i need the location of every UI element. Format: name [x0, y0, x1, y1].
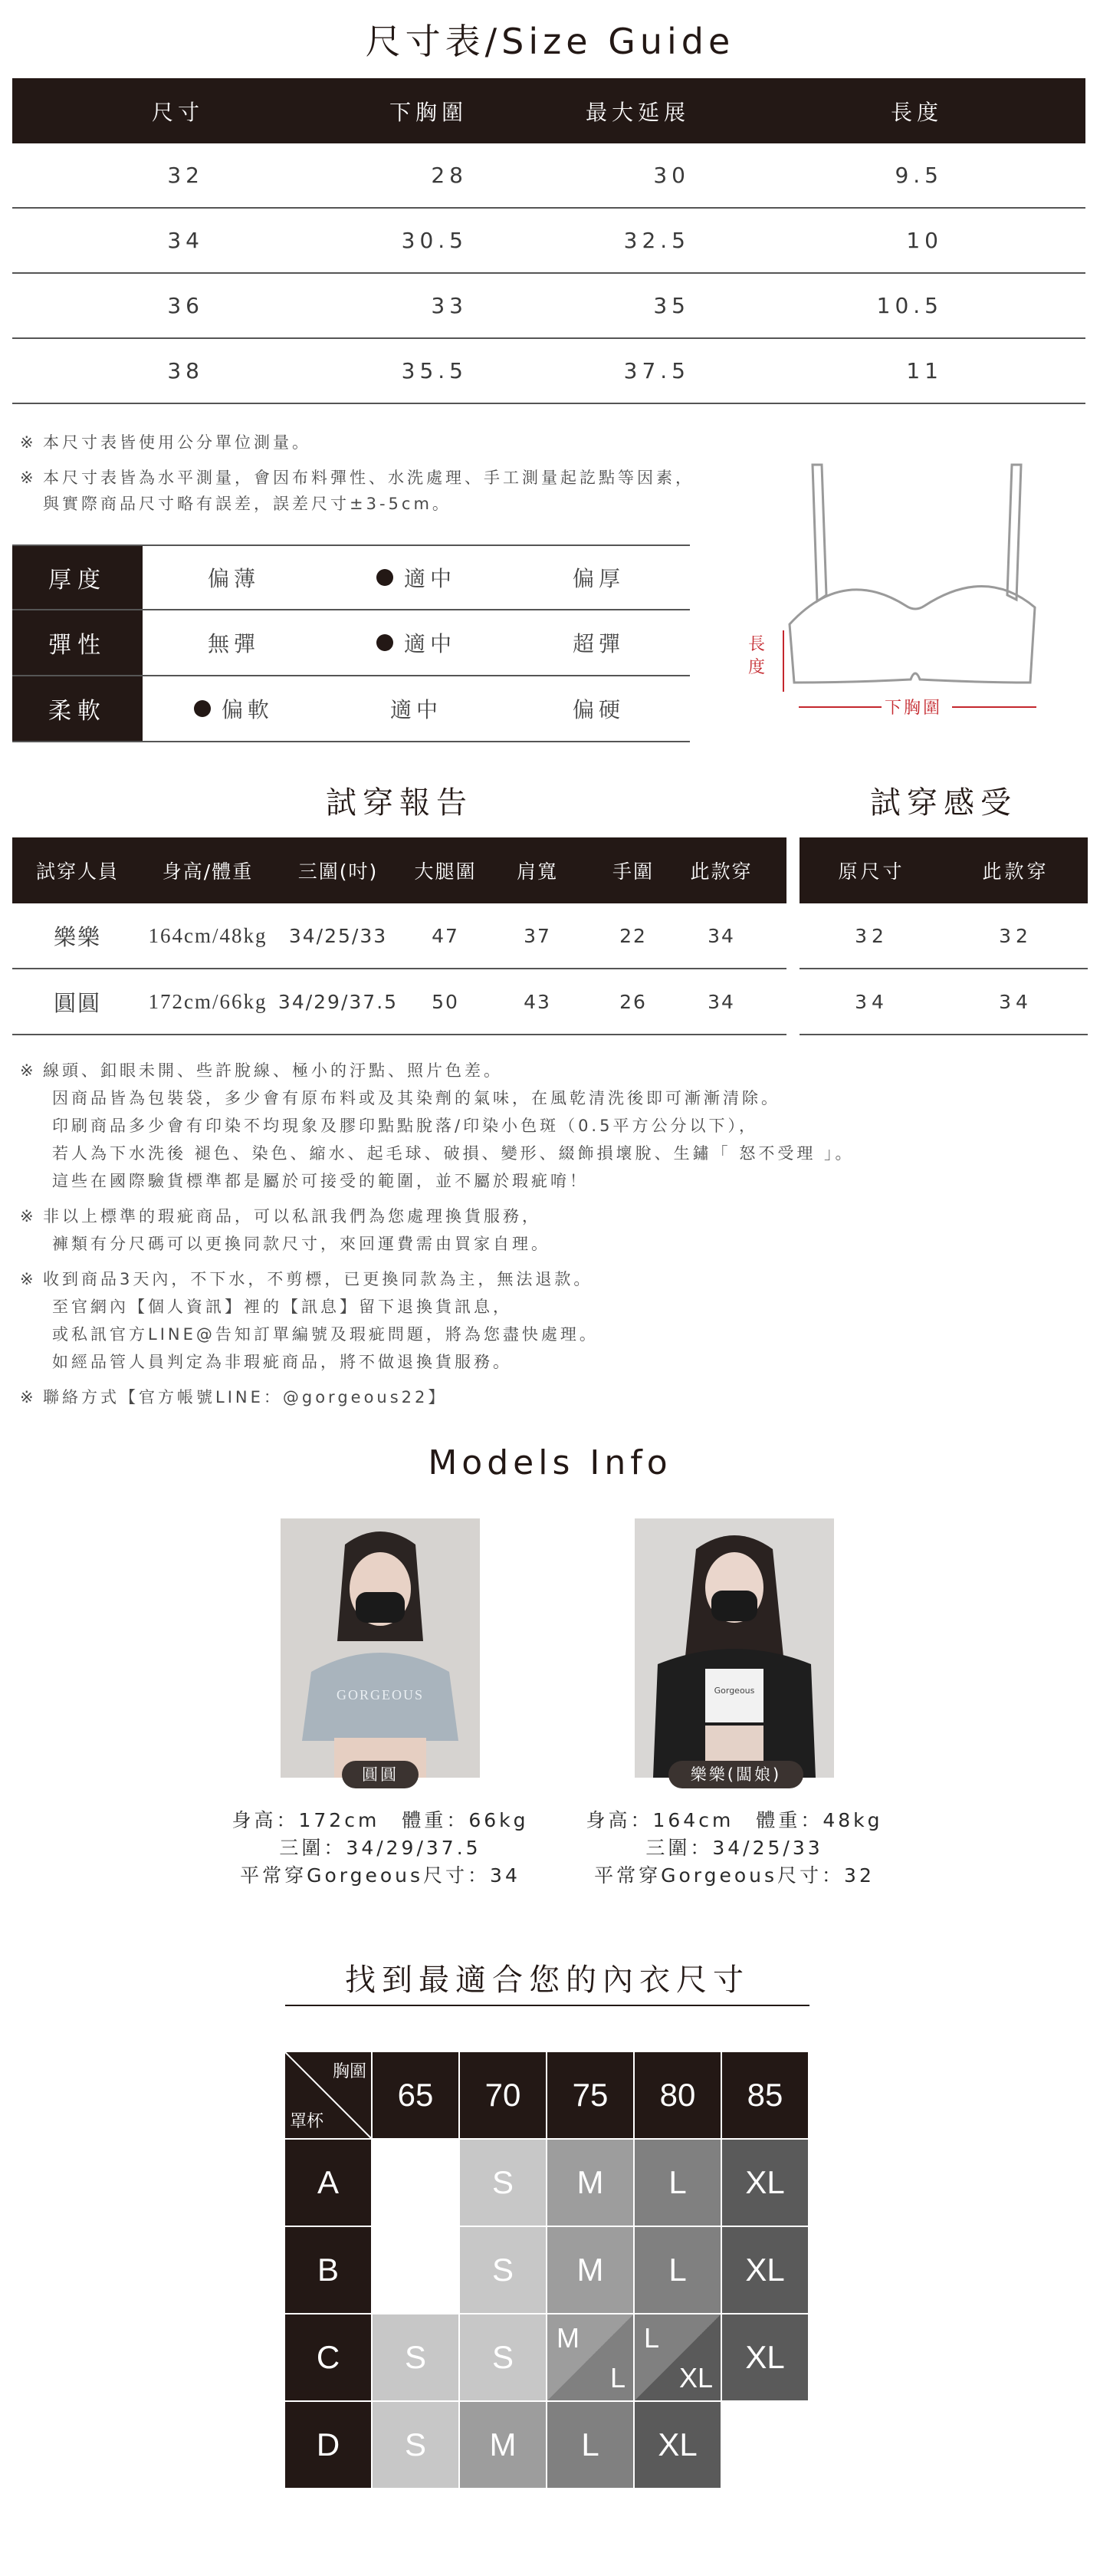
shirt-print: Gorgeous	[714, 1686, 755, 1696]
note-text: 至官網內【個人資訊】裡的【訊息】留下退換貨訊息，	[52, 1298, 512, 1316]
note-text: 收到商品3天內，不下水，不剪標，已更換同款為主，無法退款。	[43, 1270, 593, 1288]
cell-size: 34	[167, 228, 204, 253]
policy-block-returns	[20, 1265, 1078, 1376]
table-row	[800, 969, 1088, 1035]
cell-thigh: 50	[432, 990, 459, 1013]
size-cell	[547, 2314, 633, 2400]
attribute-option	[507, 676, 690, 741]
note-text: 或私訊官方LINE@告知訂單編號及瑕疵問題，將為您盡快處理。	[52, 1325, 599, 1344]
size-table-header	[12, 78, 1085, 143]
bra-diagram	[728, 460, 1050, 721]
note-mark: ※	[20, 1207, 37, 1225]
table-row	[12, 143, 1085, 209]
note-text: 因商品皆為包裝袋，多少會有原布料或及其染劑的氣味，在風乾清洗後即可漸漸清除。	[52, 1089, 780, 1107]
cell-max-stretch: 30	[653, 163, 690, 188]
attribute-option-text: 適中	[403, 631, 456, 656]
size-cell: XL	[722, 2227, 808, 2313]
note-mark: ※	[20, 469, 37, 487]
selected-dot-icon	[376, 569, 393, 586]
size-finder-title: 找到最適合您的內衣尺寸	[345, 1962, 750, 1998]
model-measurements: 三圍：34/25/33	[645, 1837, 823, 1859]
bra-outline-icon	[728, 460, 1050, 721]
size-finder-grid	[285, 2052, 809, 2488]
shirt-print: GORGEOUS	[336, 1687, 424, 1703]
attribute-option-text: 適中	[403, 566, 456, 591]
model-height-weight: 身高：164cm 體重：48kg	[586, 1809, 883, 1831]
attribute-label: 彈性	[12, 610, 143, 675]
note-mark: ※	[20, 1388, 37, 1406]
cell-original-size: 32	[855, 924, 888, 947]
table-row	[12, 903, 786, 969]
cell-length: 10.5	[876, 293, 943, 318]
try-on-header	[12, 837, 786, 903]
cell-measurements: 34/29/37.5	[277, 990, 399, 1013]
model-name-tag: 樂樂(闆娘)	[668, 1761, 803, 1788]
size-cell: XL	[635, 2402, 721, 2488]
cell-size: 38	[167, 358, 204, 383]
size-cell: S	[460, 2314, 546, 2400]
note-text: 與實際商品尺寸略有誤差，誤差尺寸±3-5cm。	[43, 495, 451, 513]
cell-underbust: 35.5	[401, 358, 468, 383]
note-mark: ※	[20, 433, 37, 452]
model-height-weight: 身高：172cm 體重：66kg	[231, 1809, 529, 1831]
size-note-2	[20, 465, 786, 517]
size-note-1	[20, 429, 740, 456]
size-cell: S	[460, 2140, 546, 2226]
attribute-option	[507, 610, 690, 675]
cell-max-stretch: 37.5	[623, 358, 690, 383]
header-worn-size: 此款穿	[982, 860, 1049, 883]
policy-block-contact	[20, 1383, 1078, 1411]
size-cell-lower-label: XL	[678, 2362, 713, 2393]
model-info-yuanyuan	[196, 1807, 564, 1890]
size-cell: S	[373, 2314, 458, 2400]
cell-arm: 26	[619, 990, 647, 1013]
bust-size-column-header: 75	[547, 2052, 633, 2138]
cell-size: 36	[167, 293, 204, 318]
header-height-weight: 身高/體重	[162, 860, 254, 883]
attribute-option	[143, 546, 325, 609]
fabric-attributes-table	[12, 544, 690, 742]
cell-underbust: 30.5	[401, 228, 468, 253]
cell-underbust: 28	[431, 163, 468, 188]
size-cell: M	[547, 2227, 633, 2313]
header-arm: 手圍	[612, 860, 654, 883]
model-usual-size: 平常穿Gorgeous尺寸：34	[240, 1864, 520, 1887]
size-cell-lower-label: L	[609, 2362, 626, 2393]
header-underbust: 下胸圍	[389, 99, 468, 125]
note-text: 本尺寸表皆使用公分單位測量。	[43, 433, 311, 452]
cell-worn-size: 34	[708, 924, 735, 947]
note-text: 印刷商品多少會有印染不均現象及膠印點點脫落/印染小色斑（0.5平方公分以下），	[52, 1117, 758, 1135]
model-figure-icon	[635, 1518, 834, 1778]
attribute-row	[12, 676, 690, 742]
size-cell: M	[547, 2140, 633, 2226]
cell-shoulder: 43	[524, 990, 551, 1013]
note-mark: ※	[20, 1061, 37, 1080]
note-text: 如經品管人員判定為非瑕疵商品，將不做退換貨服務。	[52, 1353, 512, 1371]
cell-size: 32	[167, 163, 204, 188]
policy-notes	[20, 1057, 1078, 1411]
size-cell	[635, 2314, 721, 2400]
header-max-stretch: 最大延展	[585, 99, 690, 125]
selected-dot-icon	[194, 700, 211, 717]
cell-shoulder: 37	[524, 924, 551, 947]
note-text: 褲類有分尺碼可以更換同款尺寸，來回運費需由買家自理。	[52, 1235, 550, 1253]
cell-length: 10	[906, 228, 943, 253]
model-name-tag: 圓圓	[342, 1761, 419, 1788]
cell-tester: 樂樂	[53, 923, 101, 950]
attribute-row	[12, 610, 690, 676]
model-figure-icon	[281, 1518, 480, 1778]
cell-tester: 圓圓	[53, 989, 101, 1016]
size-cell: S	[460, 2227, 546, 2313]
cup-row-header: C	[285, 2314, 371, 2400]
size-cell: XL	[722, 2140, 808, 2226]
size-guide-title: 尺寸表/Size Guide	[365, 21, 735, 62]
attribute-option	[325, 676, 507, 741]
cell-max-stretch: 32.5	[623, 228, 690, 253]
attribute-label: 厚度	[12, 546, 143, 609]
note-text: 線頭、釦眼未開、些許脫線、極小的汙點、照片色差。	[43, 1061, 503, 1080]
length-label-char: 長	[748, 635, 766, 654]
model-photo-yuanyuan	[281, 1518, 480, 1778]
attribute-option	[325, 610, 507, 675]
contact-line: 聯絡方式【官方帳號LINE：@gorgeous22】	[43, 1388, 448, 1406]
bust-size-column-header: 70	[460, 2052, 546, 2138]
attribute-label: 柔軟	[12, 676, 143, 741]
size-cell: L	[635, 2227, 721, 2313]
cell-height-weight: 164cm/48kg	[148, 923, 268, 947]
attribute-option-text: 偏薄	[207, 566, 260, 591]
attribute-row	[12, 544, 690, 610]
grid-corner	[285, 2052, 371, 2138]
cell-underbust: 33	[431, 293, 468, 318]
model-photo-lele	[635, 1518, 834, 1778]
cell-thigh: 47	[432, 924, 459, 947]
header-shoulder: 肩寬	[516, 860, 558, 883]
model-info-lele	[550, 1807, 918, 1890]
size-cell: S	[373, 2402, 458, 2488]
note-text: 非以上標準的瑕疵商品，可以私訊我們為您處理換貨服務，	[43, 1207, 541, 1225]
table-row	[12, 209, 1085, 274]
try-on-table	[12, 837, 786, 1035]
table-row	[12, 274, 1085, 339]
cup-row-header: D	[285, 2402, 371, 2488]
table-row	[12, 339, 1085, 404]
fit-feel-table	[800, 837, 1088, 1035]
cell-measurements: 34/25/33	[288, 924, 388, 947]
model-measurements: 三圍：34/29/37.5	[279, 1837, 481, 1859]
feel-header	[800, 837, 1088, 903]
table-row	[12, 969, 786, 1035]
note-text: 若人為下水洗後 褪色、染色、縮水、起毛球、破損、變形、綴飾損壞脫、生鏽「 怒不受理 」。	[52, 1144, 855, 1163]
size-cell: XL	[722, 2314, 808, 2400]
cell-arm: 22	[619, 924, 647, 947]
attribute-option-text: 偏厚	[572, 566, 625, 591]
cell-height-weight: 172cm/66kg	[148, 989, 268, 1013]
feel-title: 試穿感受	[870, 785, 1017, 821]
cell-length: 9.5	[895, 163, 943, 188]
cup-row-header: A	[285, 2140, 371, 2226]
corner-label-cup: 罩杯	[290, 2111, 324, 2130]
try-on-title: 試穿報告	[326, 785, 473, 821]
attribute-option-text: 偏軟	[221, 697, 274, 722]
cell-original-size: 34	[855, 990, 888, 1013]
length-label	[748, 633, 765, 679]
header-original-size: 原尺寸	[838, 860, 905, 883]
attribute-option-text: 超彈	[572, 631, 625, 656]
underbust-label: 下胸圍	[885, 699, 943, 718]
selected-dot-icon	[376, 634, 393, 651]
attribute-option	[507, 546, 690, 609]
header-tester: 試穿人員	[35, 860, 119, 883]
title-underline	[285, 2005, 809, 2006]
attribute-option	[143, 676, 325, 741]
header-worn-size: 此款穿	[690, 860, 753, 883]
policy-block-defects	[20, 1057, 1078, 1195]
header-measurements: 三圍(吋)	[297, 860, 379, 883]
policy-block-exchange	[20, 1202, 1078, 1258]
header-length: 長度	[890, 99, 943, 125]
cell-worn-size: 34	[999, 990, 1033, 1013]
table-row	[800, 903, 1088, 969]
size-cell-upper-label: L	[644, 2322, 660, 2354]
bust-size-column-header: 85	[722, 2052, 808, 2138]
attribute-option	[325, 546, 507, 609]
model-usual-size: 平常穿Gorgeous尺寸：32	[594, 1864, 875, 1887]
attribute-option	[143, 610, 325, 675]
corner-label-bust: 胸圍	[332, 2061, 366, 2081]
cell-max-stretch: 35	[653, 293, 690, 318]
header-size: 尺寸	[151, 99, 204, 125]
size-cell: M	[460, 2402, 546, 2488]
size-cell: L	[635, 2140, 721, 2226]
attribute-option-text: 無彈	[207, 631, 260, 656]
attribute-option-text: 偏硬	[572, 697, 625, 722]
note-mark: ※	[20, 1270, 37, 1288]
cell-worn-size: 32	[999, 924, 1033, 947]
bust-size-column-header: 80	[635, 2052, 721, 2138]
cup-row-header: B	[285, 2227, 371, 2313]
header-thigh: 大腿圍	[414, 860, 477, 883]
note-text: 這些在國際驗貨標準都是屬於可接受的範圍，並不屬於瑕疵唷！	[52, 1172, 589, 1190]
note-text: 本尺寸表皆為水平測量，會因布料彈性、水洗處理、手工測量起訖點等因素，	[43, 469, 694, 487]
cell-worn-size: 34	[708, 990, 735, 1013]
size-cell-upper-label: M	[557, 2322, 580, 2354]
bust-size-column-header: 65	[373, 2052, 458, 2138]
length-label-char: 度	[748, 658, 766, 677]
size-table	[12, 78, 1085, 404]
size-cell: L	[547, 2402, 633, 2488]
models-info-title: Models Info	[428, 1443, 672, 1482]
attribute-option-text: 適中	[389, 697, 442, 722]
cell-length: 11	[906, 358, 943, 383]
